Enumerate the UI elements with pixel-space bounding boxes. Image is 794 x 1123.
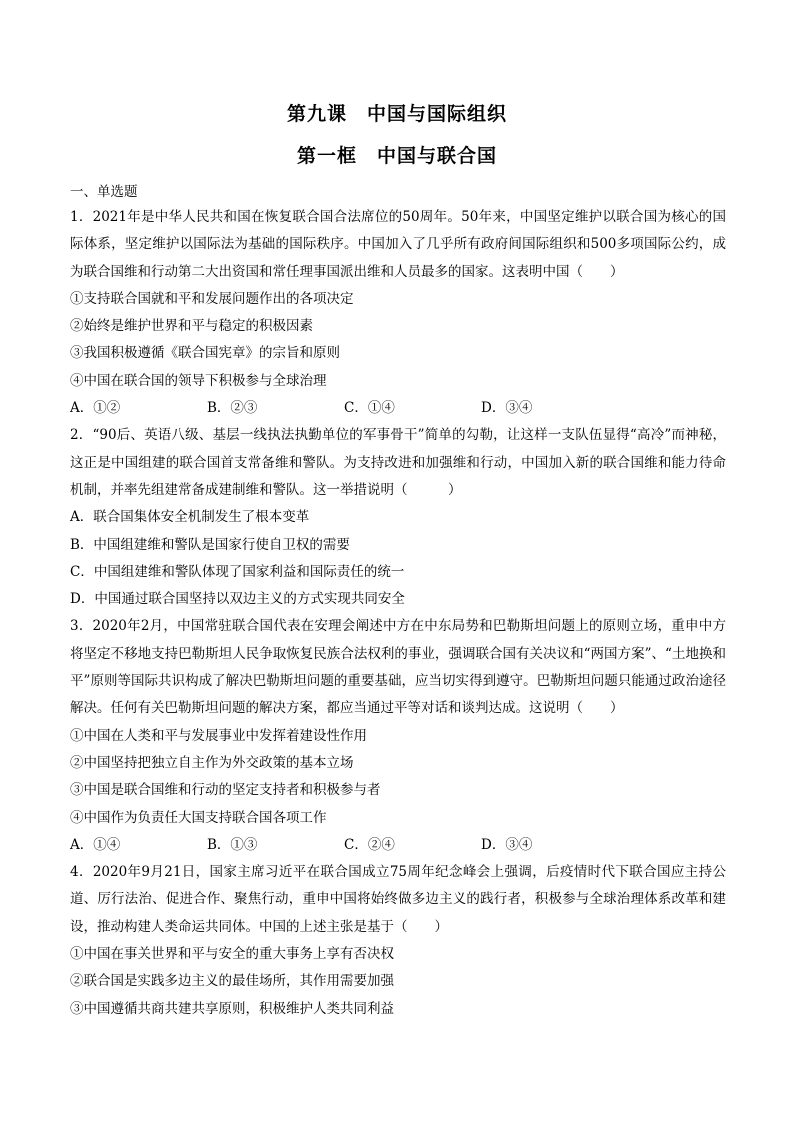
answer-option-a[interactable]: A．①④ xyxy=(70,836,121,853)
statement-item: ①中国在事关世界和平与安全的重大事务上享有否决权 xyxy=(70,946,394,963)
answer-option-d[interactable]: D．中国通过联合国坚持以双边主义的方式实现共同安全 xyxy=(70,591,405,608)
answer-option-d[interactable]: D．③④ xyxy=(481,836,533,853)
statement-item: ①中国在人类和平与发展事业中发挥着建设性作用 xyxy=(70,727,367,744)
statement-item: ②始终是维护世界和平与稳定的积极因素 xyxy=(70,318,313,335)
answer-options xyxy=(70,832,726,859)
statement-item: ④中国作为负责任大国支持联合国各项工作 xyxy=(70,809,327,826)
answer-option-a[interactable]: A．联合国集体安全机制发生了根本变革 xyxy=(70,509,310,526)
lesson-title: 第九课 中国与国际组织 xyxy=(286,103,507,125)
question-stem: 2．“90后、英语八级、基层一线执法执勤单位的军事骨干”简单的勾勒，让这样一支队伍显得“高冷”而神秘，这正是中国组建的联合国首支常备维和警队。为支持改进和加强维和行动，中国加入新的联合国维和能力待命机制，并率先组建常备成建制维和警队。这一举措说明（ ） xyxy=(70,427,726,498)
statement-item: ③中国遵循共商共建共享原则，积极维护人类共同利益 xyxy=(70,1000,394,1017)
statement-item: ③我国积极遵循《联合国宪章》的宗旨和原则 xyxy=(70,345,340,362)
answer-option-a[interactable]: A．①② xyxy=(70,400,121,417)
statement-item: ②中国坚持把独立自主作为外交政策的基本立场 xyxy=(70,754,354,771)
question-type-label: 一、单选题 xyxy=(70,184,138,200)
answer-option-b[interactable]: B．中国组建维和警队是国家行使自卫权的需要 xyxy=(70,536,350,553)
statement-item: ④中国在联合国的领导下积极参与全球治理 xyxy=(70,372,327,389)
question-list xyxy=(70,204,726,1023)
section-subtitle: 第一框 中国与联合国 xyxy=(296,145,497,167)
question-stem: 1．2021年是中华人民共和国在恢复联合国合法席位的50周年。50年来，中国坚定维护以联合国为核心的国际体系，坚定维护以国际法为基础的国际秩序。中国加入了几乎所有政府间国际组织和500多项国际公约，成为联合国维和行动第二大出资国和常任理事国派出维和人员最多的国家。这表明中国（ ） xyxy=(70,209,726,280)
question-stem: 4．2020年9月21日，国家主席习近平在联合国成立75周年纪念峰会上强调，后疫情时代下联合国应主持公道、厉行法治、促进合作、聚焦行动，重申中国将始终做多边主义的践行者，积极参与全球治理体系改革和建设，推动构建人类命运共同体。中国的上述主张是基于（ ） xyxy=(70,864,726,935)
statement-item: ③中国是联合国维和行动的坚定支持者和积极参与者 xyxy=(70,782,381,799)
answer-option-b[interactable]: B．①③ xyxy=(207,836,258,853)
answer-option-c[interactable]: C．中国组建维和警队体现了国家利益和国际责任的统一 xyxy=(70,563,405,580)
question-3 xyxy=(70,613,726,859)
statement-item: ①支持联合国就和平和发展问题作出的各项决定 xyxy=(70,290,354,307)
answer-option-b[interactable]: B．②③ xyxy=(207,400,258,417)
answer-option-d[interactable]: D．③④ xyxy=(481,400,533,417)
question-stem: 3．2020年2月，中国常驻联合国代表在安理会阐述中方在中东局势和巴勒斯坦问题上的原则立场，重申中方将坚定不移地支持巴勒斯坦人民争取恢复民族合法权利的事业，强调联合国有关决议和“两国方案”、“土地换和平”原则等国际共识构成了解决巴勒斯坦问题的重要基础，应当切实得到遵守。巴勒斯坦问题只能通过政治途径解决。任何有关巴勒斯坦问题的解决方案，都应当通过平等对话和谈判达成。这说明（ ） xyxy=(70,618,726,717)
answer-options xyxy=(70,395,726,422)
answer-option-c[interactable]: C．①④ xyxy=(344,400,395,417)
answer-option-c[interactable]: C．②④ xyxy=(344,836,395,853)
question-4 xyxy=(70,859,726,1023)
question-2 xyxy=(70,422,726,613)
statement-item: ②联合国是实践多边主义的最佳场所，其作用需要加强 xyxy=(70,973,394,990)
question-1 xyxy=(70,204,726,422)
